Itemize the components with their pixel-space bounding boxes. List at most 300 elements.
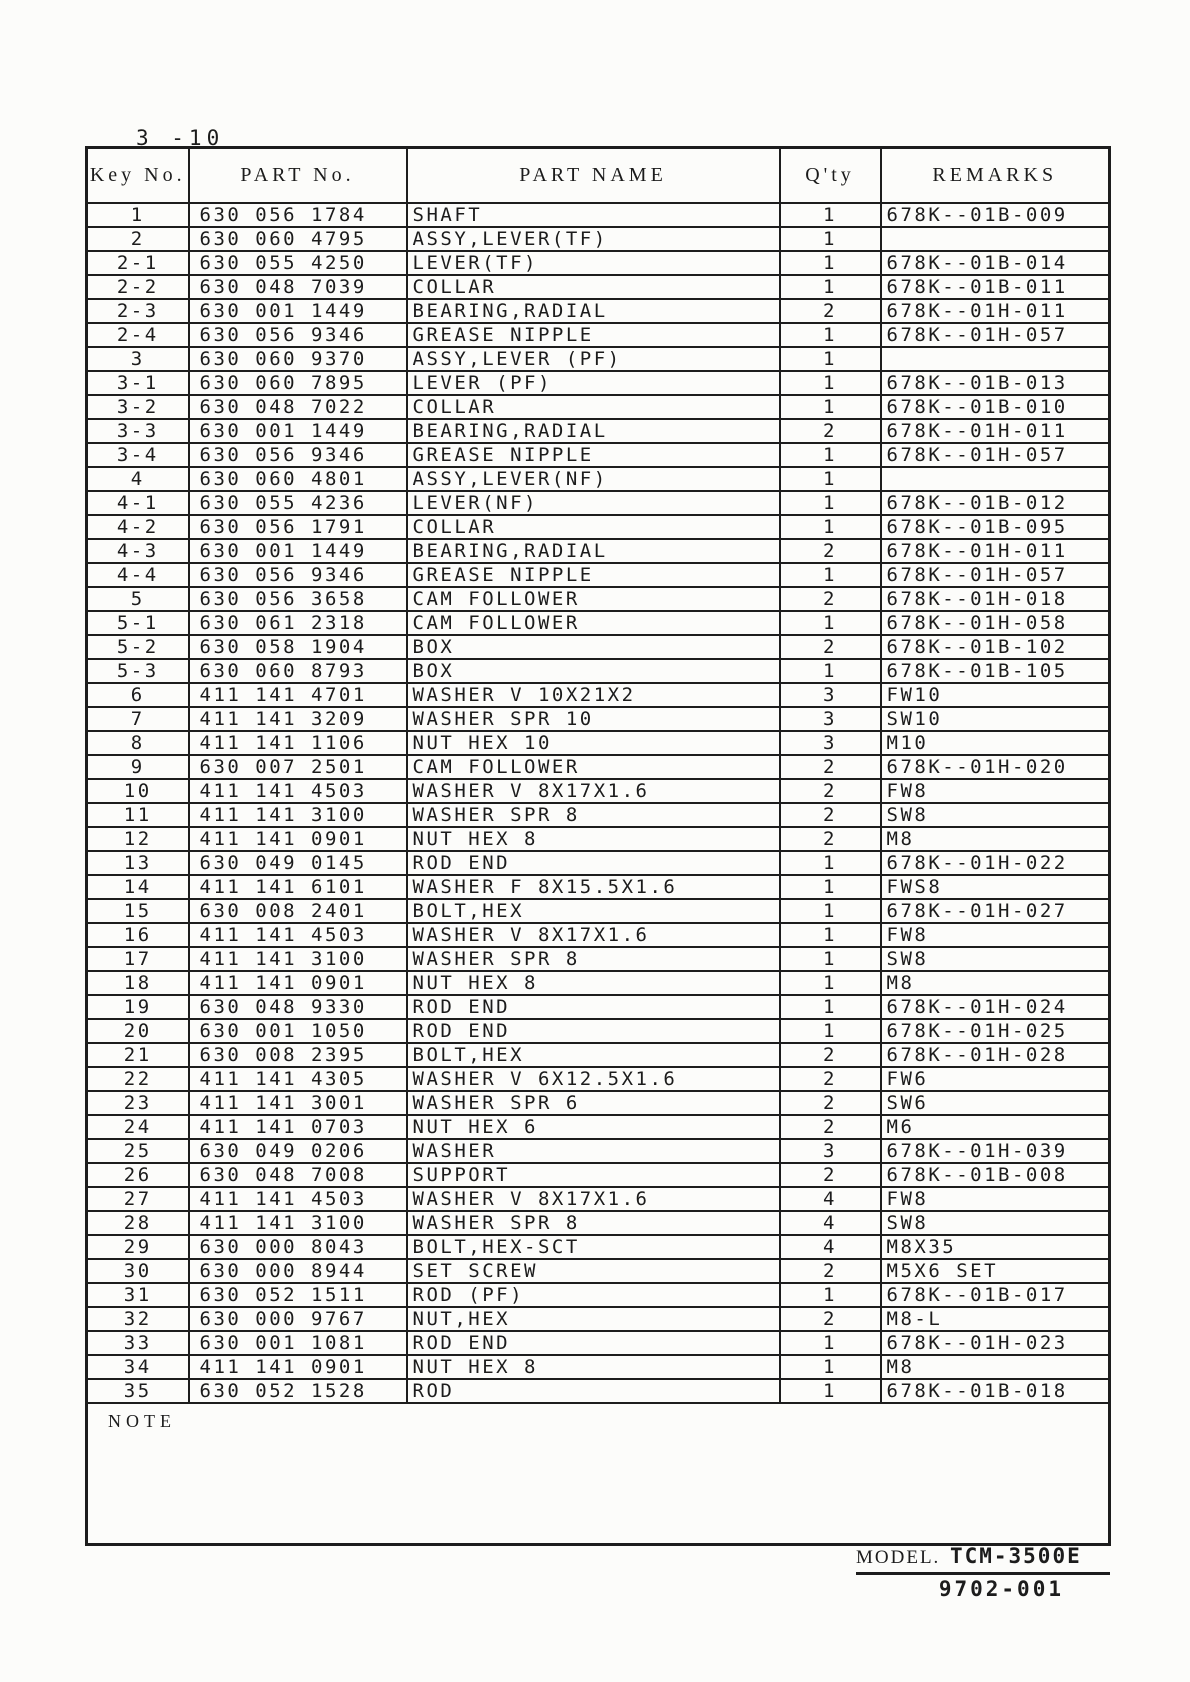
key-no-cell: 6 [87,683,189,707]
remarks-cell: 678K--01B-105 [881,659,1110,683]
remarks-cell: FWS8 [881,875,1110,899]
remarks-cell: 678K--01H-022 [881,851,1110,875]
part-no-cell: 630 056 1784 [189,203,407,227]
part-no-cell: 630 056 1791 [189,515,407,539]
note-cell: NOTE [87,1403,1110,1545]
key-no-cell: 24 [87,1115,189,1139]
part-name-cell: ASSY,LEVER(TF) [407,227,780,251]
qty-cell: 1 [780,275,881,299]
qty-cell: 4 [780,1235,881,1259]
qty-cell: 1 [780,203,881,227]
table-row [87,707,1110,731]
key-no-cell: 20 [87,1019,189,1043]
part-no-cell: 411 141 3100 [189,1211,407,1235]
table-row [87,1139,1110,1163]
qty-cell: 2 [780,1307,881,1331]
key-no-cell: 7 [87,707,189,731]
key-no-cell: 1 [87,203,189,227]
part-name-cell: NUT HEX 8 [407,971,780,995]
part-no-cell: 630 055 4250 [189,251,407,275]
remarks-cell: 678K--01H-057 [881,563,1110,587]
part-no-cell: 630 008 2395 [189,1043,407,1067]
part-no-cell: 411 141 1106 [189,731,407,755]
qty-cell: 3 [780,683,881,707]
qty-cell: 1 [780,659,881,683]
remarks-cell: M8X35 [881,1235,1110,1259]
key-no-cell: 3-1 [87,371,189,395]
remarks-cell: 678K--01H-057 [881,443,1110,467]
key-no-cell: 12 [87,827,189,851]
qty-cell: 2 [780,419,881,443]
part-no-cell: 630 056 9346 [189,443,407,467]
table-row [87,995,1110,1019]
part-name-cell: WASHER SPR 8 [407,803,780,827]
qty-cell: 3 [780,731,881,755]
part-no-cell: 630 048 7008 [189,1163,407,1187]
table-row [87,1043,1110,1067]
table-row [87,443,1110,467]
table-row [87,947,1110,971]
part-no-cell: 411 141 0703 [189,1115,407,1139]
part-no-cell: 630 001 1449 [189,299,407,323]
key-no-cell: 34 [87,1355,189,1379]
table-row [87,1259,1110,1283]
part-no-cell: 630 060 9370 [189,347,407,371]
part-no-cell: 411 141 3100 [189,803,407,827]
remarks-cell: 678K--01B-102 [881,635,1110,659]
part-no-cell: 630 001 1449 [189,539,407,563]
part-no-cell: 630 061 2318 [189,611,407,635]
part-name-cell: SHAFT [407,203,780,227]
table-row [87,1331,1110,1355]
part-no-cell: 630 008 2401 [189,899,407,923]
qty-cell: 1 [780,443,881,467]
qty-cell: 2 [780,1115,881,1139]
remarks-cell: M8-L [881,1307,1110,1331]
key-no-cell: 15 [87,899,189,923]
table-body [87,203,1110,1403]
key-no-cell: 4-4 [87,563,189,587]
remarks-cell: FW8 [881,923,1110,947]
key-no-cell: 3-4 [87,443,189,467]
remarks-cell: M8 [881,827,1110,851]
part-no-cell: 630 056 9346 [189,323,407,347]
key-no-cell: 2 [87,227,189,251]
part-no-cell: 630 001 1050 [189,1019,407,1043]
remarks-cell: M10 [881,731,1110,755]
part-no-cell: 630 060 4795 [189,227,407,251]
column-header-qty: Q'ty [780,148,881,204]
table-row [87,1307,1110,1331]
remarks-cell: 678K--01H-057 [881,323,1110,347]
part-no-cell: 411 141 4503 [189,923,407,947]
qty-cell: 2 [780,1067,881,1091]
part-name-cell: ASSY,LEVER (PF) [407,347,780,371]
table-row [87,755,1110,779]
table-row [87,899,1110,923]
table-row [87,923,1110,947]
table-row [87,1235,1110,1259]
part-name-cell: ROD END [407,1019,780,1043]
remarks-cell: 678K--01B-008 [881,1163,1110,1187]
qty-cell: 2 [780,1259,881,1283]
table-row [87,1379,1110,1403]
table-row [87,251,1110,275]
table-row [87,851,1110,875]
table-row [87,827,1110,851]
part-no-cell: 630 001 1081 [189,1331,407,1355]
table-row [87,371,1110,395]
table-row [87,1187,1110,1211]
part-name-cell: NUT HEX 10 [407,731,780,755]
remarks-cell: SW8 [881,803,1110,827]
key-no-cell: 18 [87,971,189,995]
remarks-cell: SW8 [881,1211,1110,1235]
part-no-cell: 630 058 1904 [189,635,407,659]
part-name-cell: LEVER(NF) [407,491,780,515]
part-name-cell: ROD END [407,851,780,875]
key-no-cell: 3-3 [87,419,189,443]
qty-cell: 2 [780,827,881,851]
qty-cell: 1 [780,347,881,371]
remarks-cell: FW6 [881,1067,1110,1091]
key-no-cell: 10 [87,779,189,803]
remarks-cell: SW6 [881,1091,1110,1115]
key-no-cell: 21 [87,1043,189,1067]
remarks-cell: 678K--01H-018 [881,587,1110,611]
qty-cell: 1 [780,947,881,971]
key-no-cell: 2-1 [87,251,189,275]
key-no-cell: 16 [87,923,189,947]
part-name-cell: COLLAR [407,515,780,539]
qty-cell: 2 [780,299,881,323]
part-name-cell: SET SCREW [407,1259,780,1283]
remarks-cell: M8 [881,971,1110,995]
parts-table [85,146,1111,1546]
part-name-cell: SUPPORT [407,1163,780,1187]
part-no-cell: 630 052 1528 [189,1379,407,1403]
qty-cell: 4 [780,1187,881,1211]
remarks-cell: 678K--01H-011 [881,299,1110,323]
document-number: 9702-001 [938,1577,1064,1601]
remarks-cell: 678K--01B-018 [881,1379,1110,1403]
key-no-cell: 4 [87,467,189,491]
key-no-cell: 27 [87,1187,189,1211]
table-row [87,419,1110,443]
qty-cell: 3 [780,707,881,731]
part-no-cell: 411 141 3001 [189,1091,407,1115]
table-row [87,587,1110,611]
part-no-cell: 630 048 9330 [189,995,407,1019]
part-name-cell: WASHER V 10X21X2 [407,683,780,707]
table-row [87,323,1110,347]
model-line [856,1544,1110,1575]
part-name-cell: ROD END [407,995,780,1019]
remarks-cell: 678K--01B-014 [881,251,1110,275]
qty-cell: 1 [780,323,881,347]
remarks-cell: 678K--01H-011 [881,419,1110,443]
table-row [87,203,1110,227]
model-value: TCM-3500E [949,1544,1082,1568]
key-no-cell: 8 [87,731,189,755]
remarks-cell: 678K--01B-017 [881,1283,1110,1307]
table-row [87,539,1110,563]
key-no-cell: 30 [87,1259,189,1283]
key-no-cell: 4-1 [87,491,189,515]
note-row [87,1403,1110,1545]
part-name-cell: GREASE NIPPLE [407,323,780,347]
part-name-cell: LEVER(TF) [407,251,780,275]
qty-cell: 2 [780,803,881,827]
table-row [87,635,1110,659]
table-row [87,467,1110,491]
remarks-cell: 678K--01H-027 [881,899,1110,923]
part-no-cell: 630 000 8944 [189,1259,407,1283]
part-name-cell: NUT,HEX [407,1307,780,1331]
table-row [87,1067,1110,1091]
part-no-cell: 630 049 0206 [189,1139,407,1163]
part-name-cell: CAM FOLLOWER [407,755,780,779]
qty-cell: 1 [780,875,881,899]
part-name-cell: ROD [407,1379,780,1403]
remarks-cell: M5X6 SET [881,1259,1110,1283]
remarks-cell: 678K--01H-023 [881,1331,1110,1355]
key-no-cell: 2-3 [87,299,189,323]
table-row [87,275,1110,299]
part-no-cell: 630 001 1449 [189,419,407,443]
qty-cell: 2 [780,539,881,563]
table-row [87,683,1110,707]
part-name-cell: BOLT,HEX-SCT [407,1235,780,1259]
key-no-cell: 3-2 [87,395,189,419]
part-name-cell: WASHER V 6X12.5X1.6 [407,1067,780,1091]
part-no-cell: 630 007 2501 [189,755,407,779]
remarks-cell: 678K--01H-028 [881,1043,1110,1067]
part-name-cell: LEVER (PF) [407,371,780,395]
part-name-cell: WASHER F 8X15.5X1.6 [407,875,780,899]
part-name-cell: NUT HEX 6 [407,1115,780,1139]
table-row [87,971,1110,995]
qty-cell: 1 [780,227,881,251]
qty-cell: 1 [780,515,881,539]
table-row [87,491,1110,515]
key-no-cell: 23 [87,1091,189,1115]
remarks-cell [881,467,1110,491]
key-no-cell: 35 [87,1379,189,1403]
remarks-cell: 678K--01B-012 [881,491,1110,515]
part-name-cell: WASHER SPR 8 [407,1211,780,1235]
key-no-cell: 19 [87,995,189,1019]
qty-cell: 2 [780,755,881,779]
qty-cell: 2 [780,1163,881,1187]
remarks-cell: FW8 [881,1187,1110,1211]
key-no-cell: 9 [87,755,189,779]
part-no-cell: 630 060 8793 [189,659,407,683]
table-row [87,731,1110,755]
table-row [87,803,1110,827]
key-no-cell: 22 [87,1067,189,1091]
part-name-cell: WASHER V 8X17X1.6 [407,779,780,803]
part-no-cell: 630 060 7895 [189,371,407,395]
page-number: 3 -10 [136,126,225,150]
qty-cell: 1 [780,467,881,491]
qty-cell: 2 [780,1091,881,1115]
part-name-cell: WASHER V 8X17X1.6 [407,923,780,947]
qty-cell: 1 [780,491,881,515]
header-row [87,148,1110,204]
key-no-cell: 5 [87,587,189,611]
qty-cell: 1 [780,971,881,995]
table-row [87,347,1110,371]
table-row [87,659,1110,683]
key-no-cell: 25 [87,1139,189,1163]
qty-cell: 1 [780,1283,881,1307]
part-name-cell: CAM FOLLOWER [407,587,780,611]
part-no-cell: 630 048 7039 [189,275,407,299]
remarks-cell [881,347,1110,371]
part-name-cell: WASHER SPR 10 [407,707,780,731]
part-name-cell: COLLAR [407,275,780,299]
key-no-cell: 31 [87,1283,189,1307]
remarks-cell: 678K--01H-011 [881,539,1110,563]
remarks-cell: 678K--01H-024 [881,995,1110,1019]
part-name-cell: BOLT,HEX [407,1043,780,1067]
table-row [87,875,1110,899]
key-no-cell: 2-4 [87,323,189,347]
column-header-part-no: PART No. [189,148,407,204]
part-name-cell: GREASE NIPPLE [407,443,780,467]
part-name-cell: BEARING,RADIAL [407,539,780,563]
remarks-cell: 678K--01B-013 [881,371,1110,395]
part-no-cell: 411 141 0901 [189,1355,407,1379]
table-row [87,1355,1110,1379]
part-no-cell: 630 049 0145 [189,851,407,875]
part-no-cell: 630 052 1511 [189,1283,407,1307]
column-header-part-name: PART NAME [407,148,780,204]
key-no-cell: 4-3 [87,539,189,563]
key-no-cell: 3 [87,347,189,371]
qty-cell: 1 [780,1379,881,1403]
key-no-cell: 5-2 [87,635,189,659]
qty-cell: 2 [780,779,881,803]
remarks-cell: M6 [881,1115,1110,1139]
part-no-cell: 630 056 3658 [189,587,407,611]
table-header [87,148,1110,204]
remarks-cell [881,227,1110,251]
qty-cell: 1 [780,1355,881,1379]
key-no-cell: 2-2 [87,275,189,299]
part-no-cell: 411 141 4503 [189,779,407,803]
table-row [87,395,1110,419]
key-no-cell: 5-1 [87,611,189,635]
qty-cell: 1 [780,1331,881,1355]
qty-cell: 1 [780,611,881,635]
qty-cell: 2 [780,635,881,659]
remarks-cell: FW8 [881,779,1110,803]
part-name-cell: WASHER SPR 8 [407,947,780,971]
table-row [87,1211,1110,1235]
qty-cell: 1 [780,899,881,923]
qty-cell: 1 [780,563,881,587]
key-no-cell: 13 [87,851,189,875]
key-no-cell: 11 [87,803,189,827]
remarks-cell: M8 [881,1355,1110,1379]
table-row [87,563,1110,587]
part-name-cell: BOLT,HEX [407,899,780,923]
remarks-cell: 678K--01H-020 [881,755,1110,779]
qty-cell: 2 [780,1043,881,1067]
remarks-cell: 678K--01B-009 [881,203,1110,227]
key-no-cell: 14 [87,875,189,899]
part-name-cell: BOX [407,635,780,659]
table-row [87,779,1110,803]
qty-cell: 1 [780,851,881,875]
model-label: MODEL. [856,1547,941,1568]
remarks-cell: 678K--01B-095 [881,515,1110,539]
qty-cell: 1 [780,923,881,947]
qty-cell: 1 [780,995,881,1019]
remarks-cell: FW10 [881,683,1110,707]
qty-cell: 1 [780,1019,881,1043]
key-no-cell: 4-2 [87,515,189,539]
qty-cell: 1 [780,371,881,395]
qty-cell: 1 [780,251,881,275]
part-name-cell: WASHER V 8X17X1.6 [407,1187,780,1211]
table-row [87,299,1110,323]
table-row [87,515,1110,539]
part-no-cell: 630 060 4801 [189,467,407,491]
qty-cell: 3 [780,1139,881,1163]
key-no-cell: 29 [87,1235,189,1259]
part-no-cell: 411 141 4503 [189,1187,407,1211]
key-no-cell: 5-3 [87,659,189,683]
remarks-cell: 678K--01H-025 [881,1019,1110,1043]
part-name-cell: GREASE NIPPLE [407,563,780,587]
qty-cell: 1 [780,395,881,419]
part-no-cell: 411 141 4701 [189,683,407,707]
key-no-cell: 33 [87,1331,189,1355]
part-no-cell: 411 141 3100 [189,947,407,971]
table-row [87,227,1110,251]
part-name-cell: ROD END [407,1331,780,1355]
part-no-cell: 630 000 8043 [189,1235,407,1259]
part-name-cell: CAM FOLLOWER [407,611,780,635]
part-name-cell: ROD (PF) [407,1283,780,1307]
remarks-cell: SW8 [881,947,1110,971]
remarks-cell: SW10 [881,707,1110,731]
part-no-cell: 411 141 3209 [189,707,407,731]
qty-cell: 2 [780,587,881,611]
part-no-cell: 630 048 7022 [189,395,407,419]
key-no-cell: 26 [87,1163,189,1187]
part-no-cell: 630 055 4236 [189,491,407,515]
part-name-cell: WASHER [407,1139,780,1163]
part-no-cell: 411 141 6101 [189,875,407,899]
column-header-remarks: REMARKS [881,148,1110,204]
table-row [87,1019,1110,1043]
part-name-cell: NUT HEX 8 [407,827,780,851]
part-no-cell: 630 056 9346 [189,563,407,587]
key-no-cell: 32 [87,1307,189,1331]
part-name-cell: BEARING,RADIAL [407,419,780,443]
part-no-cell: 411 141 0901 [189,827,407,851]
part-name-cell: BOX [407,659,780,683]
table-row [87,1283,1110,1307]
remarks-cell: 678K--01B-011 [881,275,1110,299]
part-no-cell: 630 000 9767 [189,1307,407,1331]
table-row [87,1091,1110,1115]
table-footer [87,1403,1110,1545]
